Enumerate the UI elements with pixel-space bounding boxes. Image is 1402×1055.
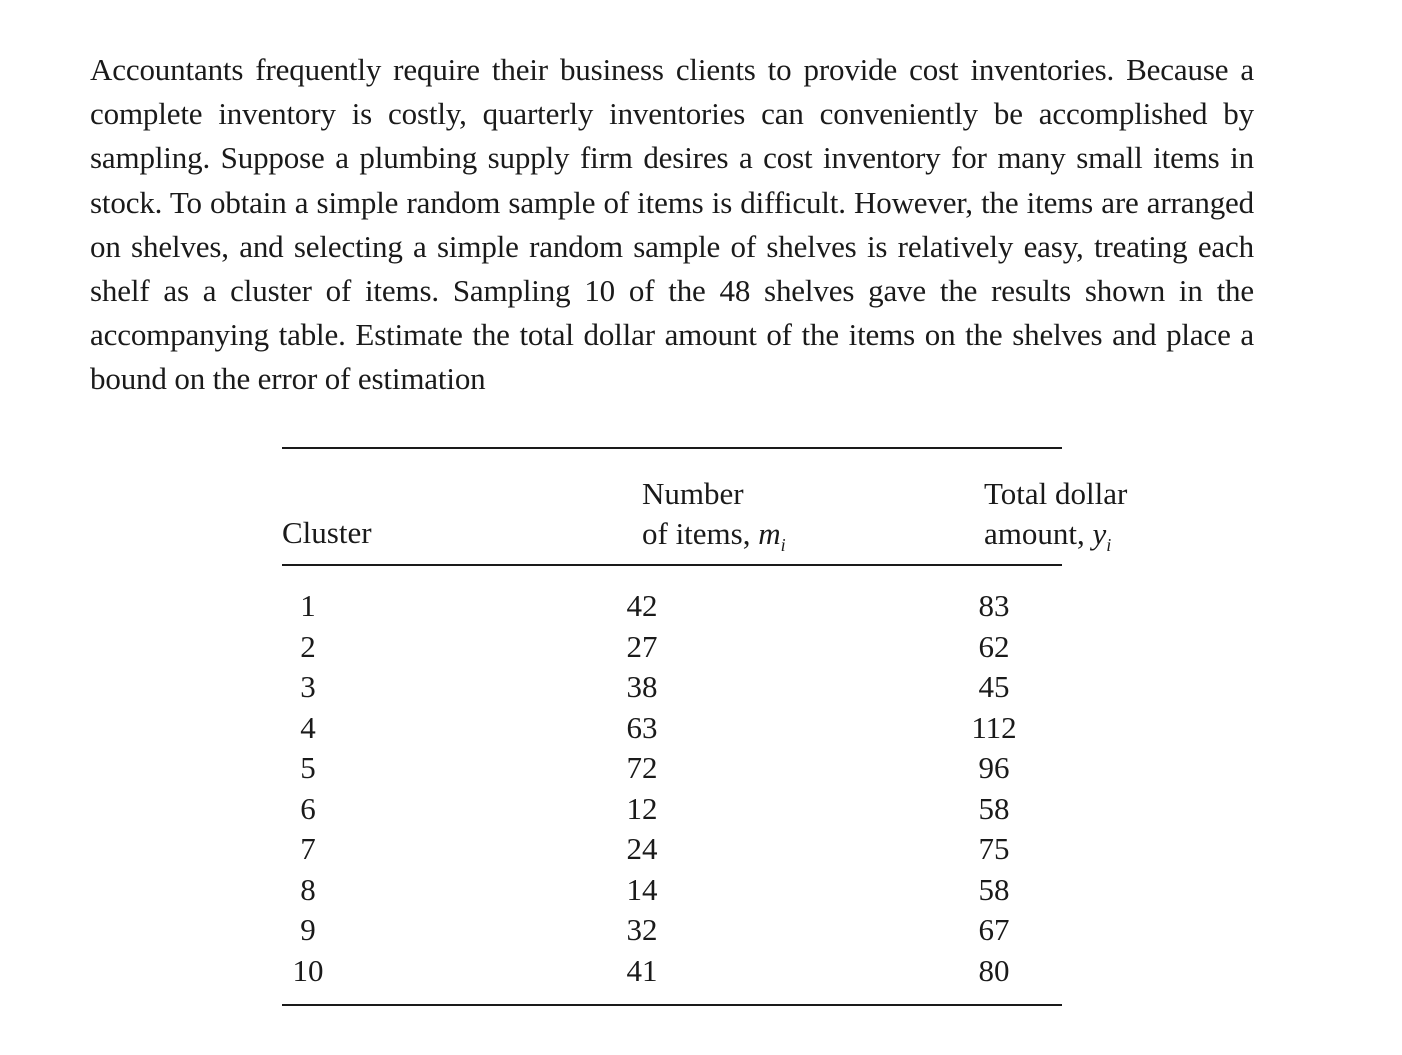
header-items-subscript: i	[780, 535, 786, 555]
header-amount-subscript: i	[1106, 535, 1112, 555]
cell-items: 72	[626, 750, 658, 785]
cell-cluster: 5	[300, 750, 316, 785]
cell-cluster: 6	[300, 790, 316, 826]
cell-items: 63	[626, 709, 658, 745]
header-amount-variable: y	[1092, 516, 1107, 551]
cell-amount: 62	[978, 628, 1010, 664]
table-row	[282, 829, 1062, 870]
cell-amount: 112	[971, 709, 1017, 745]
table-row	[282, 627, 1062, 668]
table-row	[282, 748, 1062, 789]
table-row	[282, 951, 1062, 992]
cell-items: 27	[626, 628, 658, 664]
cell-items: 24	[626, 831, 658, 866]
table-row	[282, 910, 1062, 951]
cell-cluster: 9	[300, 912, 316, 947]
cell-cluster: 7	[300, 831, 316, 866]
header-cluster: Cluster	[282, 515, 372, 550]
table-bottom-rule	[282, 1004, 1062, 1006]
table-header: Cluster Number of items, $m_i$ Total dollar amount, $y_i$	[282, 476, 1128, 555]
cell-amount: 58	[978, 871, 1010, 907]
problem-statement: Accountants frequently require their business clients to provide cost inventories. Because a complete inventory is costly, quarterly inventories can conveniently be accomplished by sampling. Suppose a plumbing supply firm desires a cost inventory for many small items in stock. To obtain a simple random sample of items is difficult. However, the items are arranged on shelves, and selecting a simple random sample of shelves is relatively easy, treating each shelf as a cluster of items. Sampling 10 of the 48 shelves gave the results shown in the accompanying table. Estimate the total dollar amount of the items on the shelves and place a bound on the error of estimation	[90, 52, 1254, 397]
cell-cluster: 3	[300, 669, 316, 704]
cell-cluster: 2	[300, 628, 316, 664]
cell-amount: 67	[978, 912, 1010, 947]
cell-amount: 45	[978, 669, 1010, 704]
header-items-text: of items,	[642, 516, 759, 551]
cell-cluster: 8	[300, 871, 316, 907]
cell-amount: 75	[978, 831, 1010, 866]
table-row	[282, 708, 1062, 749]
cell-items: 42	[626, 588, 658, 623]
table-row	[282, 789, 1062, 830]
table-row	[282, 870, 1062, 911]
table-row	[282, 586, 1062, 627]
cell-items: 32	[626, 912, 658, 947]
cell-items: 14	[626, 871, 658, 907]
table-row	[282, 667, 1062, 708]
cell-amount: 80	[978, 952, 1010, 988]
cell-cluster: 1	[300, 588, 316, 623]
header-items-variable: m	[758, 516, 781, 551]
cell-amount: 58	[978, 790, 1010, 826]
cell-cluster: 4	[300, 709, 316, 745]
cell-amount: 83	[978, 588, 1010, 623]
cell-cluster: 10	[292, 952, 324, 988]
header-amount-text: amount,	[984, 516, 1093, 551]
cell-items: 12	[626, 790, 658, 826]
cell-amount: 96	[978, 750, 1010, 785]
table-body	[282, 566, 1062, 1004]
cell-items: 38	[626, 669, 658, 704]
cell-items: 41	[626, 952, 658, 988]
cluster-table	[282, 447, 1128, 1006]
